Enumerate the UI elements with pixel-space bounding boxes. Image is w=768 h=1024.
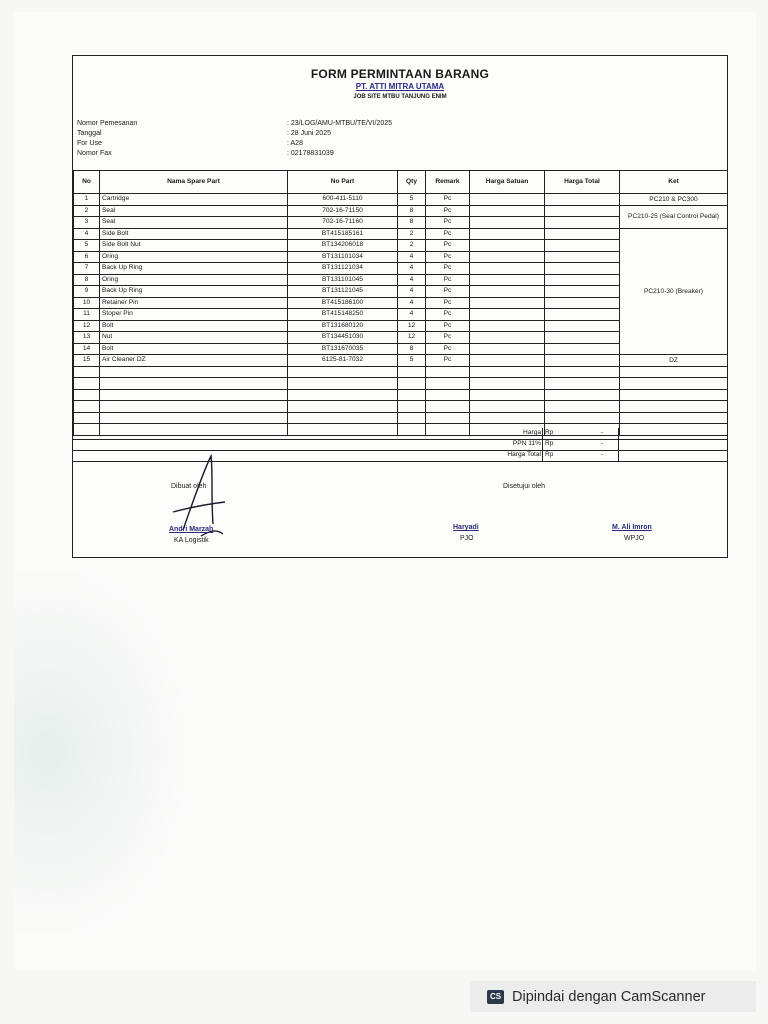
cell-name: Seal [100, 217, 288, 229]
signer-role: WPJO [624, 535, 645, 542]
cell-name: Back Up Ring [100, 263, 288, 275]
signer-role: PJO [460, 535, 474, 542]
meta-value: : 28 Juni 2025 [287, 130, 331, 137]
cell-no: 11 [74, 309, 100, 321]
cell-part: BT131101045 [288, 274, 398, 286]
cell-part: BT131121045 [288, 286, 398, 298]
meta-label: Nomor Pemesanan [77, 120, 138, 127]
table-row [74, 228, 728, 240]
cell-name: Oring [100, 274, 288, 286]
cell-no: 12 [74, 320, 100, 332]
col-header: Ket [620, 171, 728, 194]
table-header [74, 171, 728, 194]
scan-shadow [14, 572, 184, 932]
cell-part: 600-411-5110 [288, 194, 398, 206]
cell-qty: 4 [398, 251, 426, 263]
empty-row [74, 378, 728, 390]
cell-remark: Pc [426, 205, 470, 217]
empty-row [74, 401, 728, 413]
col-header: No Part [288, 171, 398, 194]
cell-no: 1 [74, 194, 100, 206]
cell-no: 10 [74, 297, 100, 309]
meta-row [77, 139, 392, 149]
cell-ket: PC210 & PC300 [620, 194, 728, 206]
col-header: Remark [426, 171, 470, 194]
cell-name: Back Up Ring [100, 286, 288, 298]
approved-by-label: Disetujui oleh [503, 483, 546, 490]
meta-value: : A28 [287, 140, 303, 147]
cell-no: 6 [74, 251, 100, 263]
cell-qty: 4 [398, 263, 426, 275]
tax-row [73, 439, 727, 451]
total-label: Harga [523, 429, 541, 436]
signer-name: M. Ali Imron [612, 524, 652, 531]
cell-part: 702-16-71160 [288, 217, 398, 229]
total-currency: Rp [545, 440, 554, 447]
request-form [72, 55, 728, 558]
total-label: PPN 11% [512, 440, 541, 447]
cell-part: BT134206018 [288, 240, 398, 252]
cell-remark: Pc [426, 309, 470, 321]
cell-qty: 4 [398, 309, 426, 321]
made-by-label: Dibuat oleh [171, 483, 207, 490]
cell-no: 14 [74, 343, 100, 355]
cell-qty: 4 [398, 297, 426, 309]
cell-part: 702-16-71150 [288, 205, 398, 217]
cell-name: Retainer Pin [100, 297, 288, 309]
parts-table [73, 170, 728, 436]
cell-no: 4 [74, 228, 100, 240]
table-row [74, 194, 728, 206]
signer-name: Andri Marzah [169, 526, 214, 533]
meta-row [77, 149, 392, 159]
meta-value: : 23/LOG/AMU-MTBU/TE/VI/2025 [287, 120, 393, 127]
cell-part: BT131121034 [288, 263, 398, 275]
company-name: PT. ATTI MITRA UTAMA [355, 82, 445, 91]
form-title: FORM PERMINTAAN BARANG [310, 67, 490, 81]
total-value: - [601, 440, 604, 447]
empty-row [74, 389, 728, 401]
col-header: Nama Spare Part [100, 171, 288, 194]
cell-qty: 4 [398, 274, 426, 286]
table-row [74, 205, 728, 217]
cell-remark: Pc [426, 286, 470, 298]
cell-qty: 12 [398, 320, 426, 332]
col-header: Harga Total [545, 171, 620, 194]
cell-part: BT134451030 [288, 332, 398, 344]
cell-remark: Pc [426, 251, 470, 263]
total-value: - [601, 451, 604, 458]
col-header: Harga Satuan [470, 171, 545, 194]
camscanner-watermark [470, 981, 756, 1012]
cell-qty: 5 [398, 355, 426, 367]
cell-remark: Pc [426, 343, 470, 355]
cell-qty: 2 [398, 240, 426, 252]
meta-row [77, 129, 392, 139]
cell-no: 7 [74, 263, 100, 275]
cell-no: 13 [74, 332, 100, 344]
cell-qty: 5 [398, 194, 426, 206]
cell-qty: 4 [398, 286, 426, 298]
cell-qty: 2 [398, 228, 426, 240]
job-site: JOB SITE MTBU TANJUNG ENIM [353, 94, 447, 100]
cell-name: Oring [100, 251, 288, 263]
cell-ket: DZ [620, 355, 728, 367]
table-row [74, 355, 728, 367]
total-value: - [601, 429, 604, 436]
cell-remark: Pc [426, 240, 470, 252]
cell-qty: 8 [398, 205, 426, 217]
total-currency: Rp [545, 429, 554, 436]
cell-name: Air Cleaner DZ [100, 355, 288, 367]
cell-name: Side Bolt [100, 228, 288, 240]
cell-no: 9 [74, 286, 100, 298]
cell-no: 15 [74, 355, 100, 367]
signer-name: Haryadi [453, 524, 479, 531]
subtotal-row [73, 428, 727, 440]
cell-remark: Pc [426, 355, 470, 367]
cell-ket: PC210-30 (Breaker) [620, 228, 728, 355]
cell-part: BT415148250 [288, 309, 398, 321]
meta-row [77, 119, 392, 129]
meta-value: : 02178831039 [287, 150, 334, 157]
cell-no: 2 [74, 205, 100, 217]
cell-name: Bolt [100, 343, 288, 355]
cell-no: 5 [74, 240, 100, 252]
cell-remark: Pc [426, 274, 470, 286]
cell-qty: 8 [398, 343, 426, 355]
cell-no: 3 [74, 217, 100, 229]
camscanner-icon: CS [487, 990, 504, 1004]
total-currency: Rp [545, 451, 554, 458]
cell-name: Nut [100, 332, 288, 344]
cell-name: Seal [100, 205, 288, 217]
empty-row [74, 366, 728, 378]
order-meta [77, 119, 392, 159]
col-header: No [74, 171, 100, 194]
meta-label: Tanggal [77, 130, 102, 137]
meta-label: Nomor Fax [77, 150, 112, 157]
total-label: Harga Total [507, 451, 541, 458]
cell-name: Side Bolt Nut [100, 240, 288, 252]
meta-label: For Use [77, 140, 102, 147]
camscanner-text: Dipindai dengan CamScanner [512, 988, 706, 1005]
cell-remark: Pc [426, 320, 470, 332]
cell-part: BT415186100 [288, 297, 398, 309]
cell-remark: Pc [426, 228, 470, 240]
empty-row [74, 412, 728, 424]
cell-no: 8 [74, 274, 100, 286]
cell-remark: Pc [426, 263, 470, 275]
cell-name: Cartridge [100, 194, 288, 206]
cell-part: BT131670035 [288, 343, 398, 355]
cell-name: Stoper Pin [100, 309, 288, 321]
cell-qty: 8 [398, 217, 426, 229]
cell-part: 6125-81-7032 [288, 355, 398, 367]
cell-remark: Pc [426, 332, 470, 344]
cell-part: BT131101034 [288, 251, 398, 263]
cell-remark: Pc [426, 217, 470, 229]
cell-remark: Pc [426, 194, 470, 206]
signer-role: KA Logistik [174, 537, 209, 544]
cell-qty: 12 [398, 332, 426, 344]
col-header: Qty [398, 171, 426, 194]
cell-part: BT131680120 [288, 320, 398, 332]
cell-ket: PC210-25 (Seal Control Pedal) [620, 205, 728, 228]
cell-part: BT415185161 [288, 228, 398, 240]
cell-name: Bolt [100, 320, 288, 332]
cell-remark: Pc [426, 297, 470, 309]
